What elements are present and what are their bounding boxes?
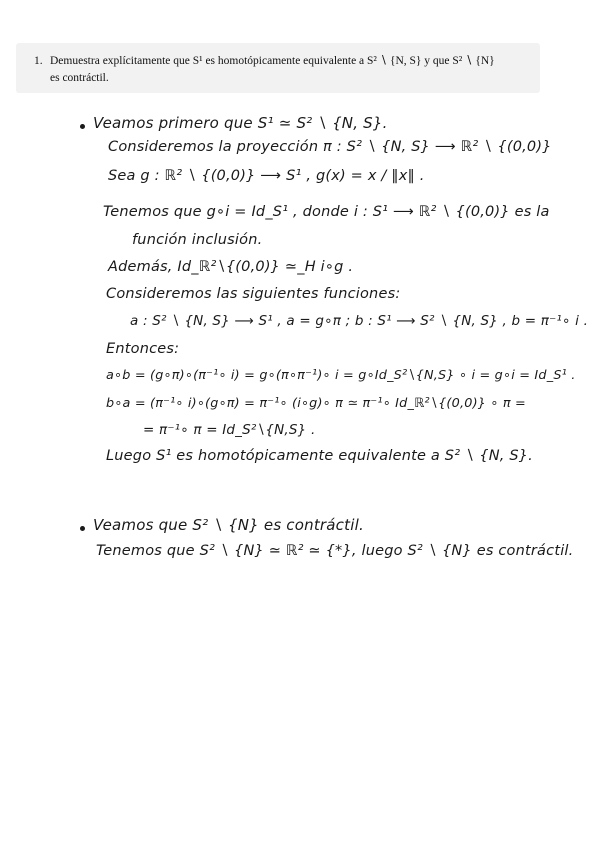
part1-line-6: Consideremos las siguientes funciones: bbox=[106, 286, 401, 302]
part1-line-5: Además, Id_ℝ²∖{(0,0)} ≃_H i∘g . bbox=[108, 259, 354, 275]
part2-line-1: Tenemos que S² ∖ {N} ≃ ℝ² ≃ {*}, luego S² ∖ {N} es contráctil. bbox=[96, 543, 574, 559]
part1-line-7: a : S² ∖ {N, S} ⟶ S¹ , a = g∘π ; b : S¹ ⟶ S² ∖ {N, S} , b = π⁻¹∘ i . bbox=[130, 313, 589, 329]
part1-line-2: Sea g : ℝ² ∖ {(0,0)} ⟶ S¹ , g(x) = x / ‖x‖ . bbox=[108, 168, 425, 184]
problem-number: 1. bbox=[34, 55, 43, 67]
problem-text-line-1: Demuestra explícitamente que S¹ es homotópicamente equivalente a S² ∖ {N, S} y que S² ∖ {N} bbox=[50, 55, 495, 67]
part1-line-8: Entonces: bbox=[106, 341, 180, 357]
part1-line-3: Tenemos que g∘i = Id_S¹ , donde i : S¹ ⟶ ℝ² ∖ {(0,0)} es la bbox=[103, 204, 550, 220]
part1-line-11: = π⁻¹∘ π = Id_S²∖{N,S} . bbox=[143, 422, 316, 438]
bullet-1 bbox=[80, 124, 85, 129]
part1-line-12: Luego S¹ es homotópicamente equivalente a S² ∖ {N, S}. bbox=[106, 448, 533, 464]
part1-line-4: función inclusión. bbox=[132, 232, 263, 248]
part1-line-9: a∘b = (g∘π)∘(π⁻¹∘ i) = g∘(π∘π⁻¹)∘ i = g∘Id_S²∖{N,S} ∘ i = g∘i = Id_S¹ . bbox=[106, 368, 576, 383]
part1-line-1: Consideremos la proyección π : S² ∖ {N, S} ⟶ ℝ² ∖ {(0,0)} bbox=[108, 139, 552, 155]
part2-heading: Veamos que S² ∖ {N} es contráctil. bbox=[93, 516, 364, 534]
part1-line-10: b∘a = (π⁻¹∘ i)∘(g∘π) = π⁻¹∘ (i∘g)∘ π ≃ π⁻¹∘ Id_ℝ²∖{(0,0)} ∘ π = bbox=[106, 396, 526, 411]
bullet-2 bbox=[80, 526, 85, 531]
problem-text-line-2: es contráctil. bbox=[50, 72, 109, 84]
part1-heading: Veamos primero que S¹ ≃ S² ∖ {N, S}. bbox=[93, 114, 388, 132]
